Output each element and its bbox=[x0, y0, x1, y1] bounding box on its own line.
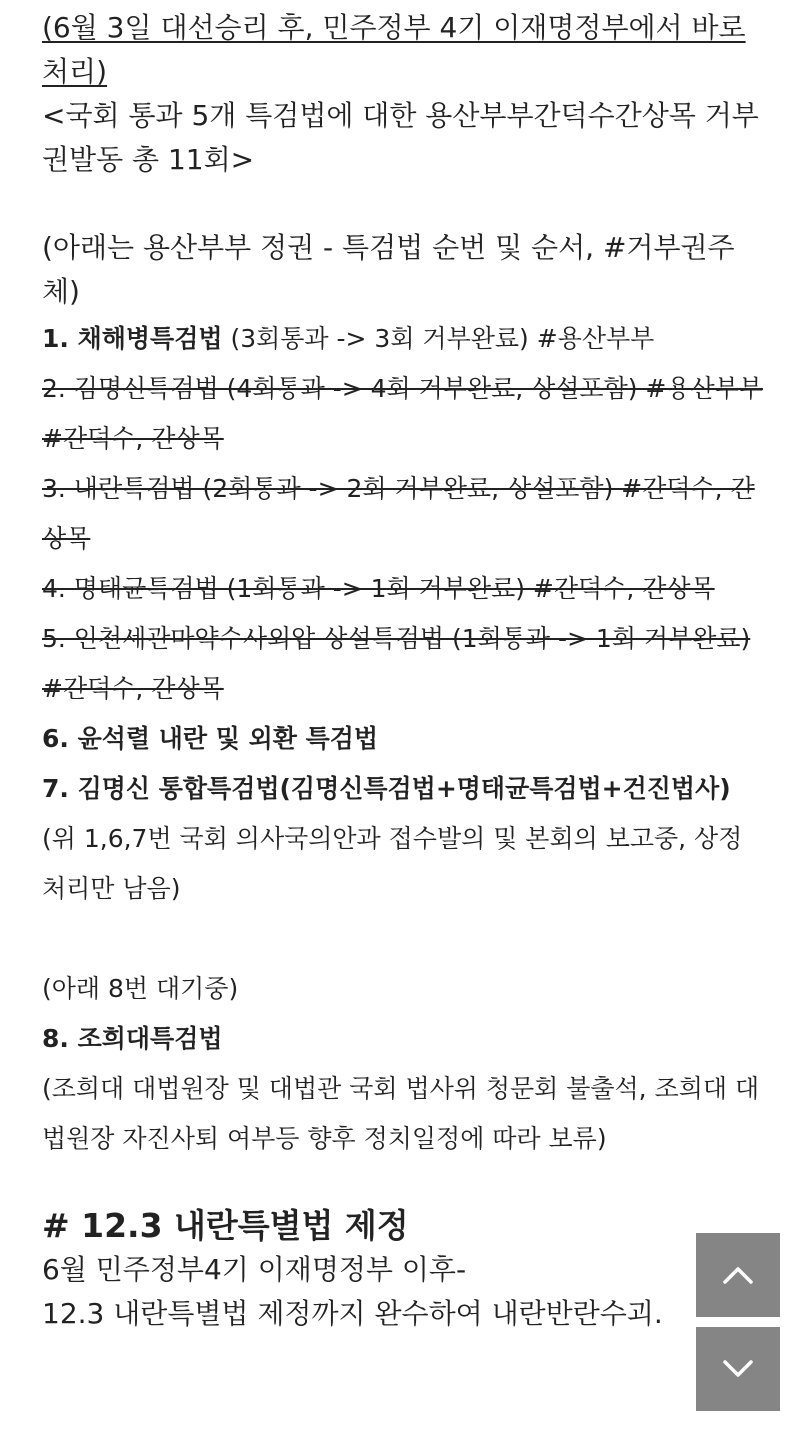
spacer bbox=[42, 182, 764, 226]
intro-line-1: (6월 3일 대선승리 후, 민주정부 4기 이재명정부에서 바로 처리) bbox=[42, 11, 746, 88]
scroll-to-bottom-button[interactable] bbox=[696, 1327, 780, 1411]
section-line-2: 12.3 내란특별법 제정까지 완수하여 내란반란수괴. bbox=[42, 1297, 663, 1330]
section-line-1: 6월 민주정부4기 이재명정부 이후- bbox=[42, 1253, 467, 1286]
list-item-2: 2. 김명신특검법 (4회통과 -> 4회 거부완료, 상설포함) #용산부부 #간덕수, 간상목 bbox=[42, 374, 763, 453]
spacer bbox=[42, 914, 764, 964]
spacer bbox=[42, 1164, 764, 1204]
list-intro: (아래는 용산부부 정권 - 특검법 순번 및 순서, #거부권주체) bbox=[42, 231, 735, 308]
list-item-7: 7. 김명신 통합특검법(김명신특검법+명태균특검법+건진법사) bbox=[42, 774, 731, 803]
chevron-up-icon bbox=[722, 1265, 754, 1285]
section-heading: # 12.3 내란특별법 제정 bbox=[42, 1206, 409, 1245]
waiting-intro: (아래 8번 대기중) bbox=[42, 974, 239, 1003]
note-2: (조희대 대법원장 및 대법관 국회 법사위 청문회 불출석, 조희대 대법원장 자진사퇴 여부등 향후 정치일정에 따라 보류) bbox=[42, 1074, 760, 1153]
list-item-4: 4. 명태균특검법 (1회통과 -> 1회 거부완료) #간덕수, 간상목 bbox=[42, 574, 715, 603]
list-item-1 bbox=[42, 314, 764, 364]
chevron-down-icon bbox=[722, 1359, 754, 1379]
intro-line-2: <국회 통과 5개 특검법에 대한 용산부부간덕수간상목 거부권발동 총 11회> bbox=[42, 99, 759, 176]
list-item-3: 3. 내란특검법 (2회통과 -> 2회 거부완료, 상설포함) #간덕수, 간상목 bbox=[42, 474, 755, 553]
list-item-6: 6. 윤석렬 내란 및 외환 특검법 bbox=[42, 724, 379, 753]
article-body bbox=[42, 6, 764, 1336]
note-1: (위 1,6,7번 국회 의사국의안과 접수발의 및 본회의 보고중, 상정처리만 남음) bbox=[42, 824, 743, 903]
list-item-1-title: 1. 채해병특검법 bbox=[42, 324, 223, 353]
list-item-8: 8. 조희대특검법 bbox=[42, 1024, 223, 1053]
list-item-5: 5. 인천세관마약수사외압 상설특검법 (1회통과 -> 1회 거부완료) #간덕수, 간상목 bbox=[42, 624, 751, 703]
list-item-1-detail: (3회통과 -> 3회 거부완료) #용산부부 bbox=[222, 324, 655, 353]
scroll-to-top-button[interactable] bbox=[696, 1233, 780, 1317]
